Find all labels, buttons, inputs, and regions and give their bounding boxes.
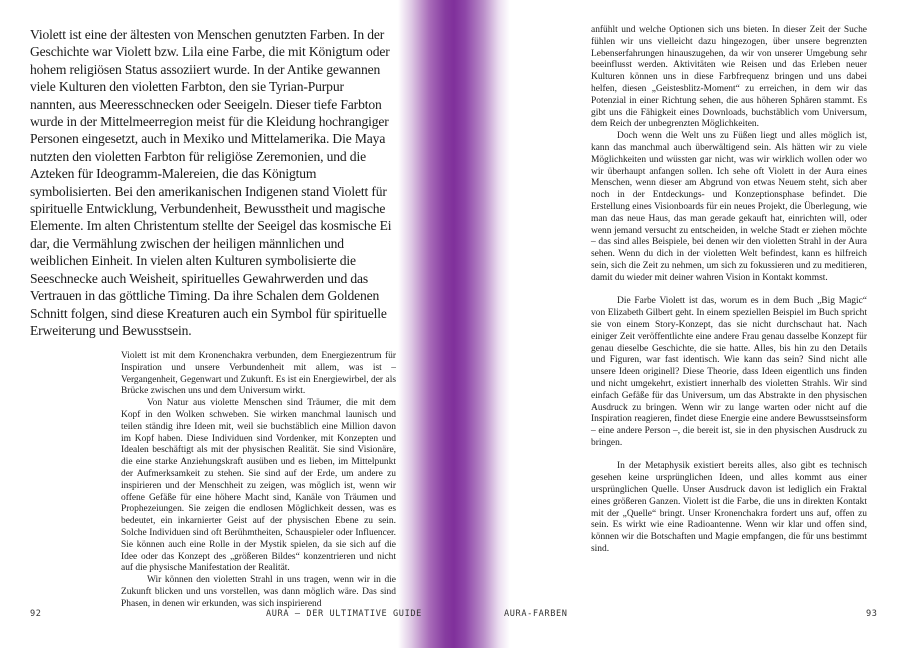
page-number-right: 93 xyxy=(866,609,878,619)
body-paragraph: Wir können den violetten Strahl in uns tragen, wenn wir in die Zukunft blicken und uns vorstellen, was dann möglich wäre. Das sind Phasen, in denen wir erkunden, was sich inspirierend xyxy=(121,575,396,609)
body-paragraph: Doch wenn die Welt uns zu Füßen liegt und alles möglich ist, kann das manchmal auch überwältigend sein. Als hätten wir zu viele Möglichkeiten und wüssten gar nicht, was wir wirklich wollen oder wo wir überhaupt anfangen sollen. Ich sehe oft Violett in der Aura eines Menschen, wenn dieser am Abgrund von etwas Neuem steht, sich aber noch in der Entdeckungs- und Konzeptionsphase befindet. Die Erstellung eines Visionboards für ein neues Projekt, die Überlegung, wie man das neue Haus, das man gerade gekauft hat, einrichten will, oder wenn jemand versucht zu entscheiden, in welche Stadt er ziehen möchte – das sind alles Beispiele, bei denen wir den violetten Strahl in der Aura sehen. Wenn du dich in der violetten Welt befindest, kann es hilfreich sein, sich die Zeit zu nehmen, um sich zu fokussieren und zu meditieren, damit du wieder mit deiner wahren Vision in Kontakt kommst. xyxy=(591,131,867,283)
running-title-right: AURA-FARBEN xyxy=(504,609,568,619)
purple-gradient-spine xyxy=(398,0,510,648)
running-title-left: AURA – DER ULTIMATIVE GUIDE xyxy=(266,609,422,619)
body-paragraph: Die Farbe Violett ist das, worum es in dem Buch „Big Magic“ von Elizabeth Gilbert geht. In einem speziellen Beispiel im Buch spricht sie von einem Story-Konzept, das sie nicht durchschaut hat. Nach einiger Zeit veröffentlichte eine andere Frau genau dasselbe Konzept für genau dieselbe Geschichte, die sie hatte. Alles, bis hin zu den Details und Figuren, war fast identisch. Wie kann das sein? Sind nicht alle unsere Ideen originell? Diese Theorie, dass Ideen eigentlich uns finden und nicht umgekehrt, existiert innerhalb des violetten Strahls. Wir sind einfach Gefäße für das Universum, um das Abstrakte in den physischen Ausdruck zu bringen. Wenn wir zu lange warten oder nicht auf die Inspiration reagieren, findet diese Energie eine andere Bewusstseinsform – eine andere Person –, die bereit ist, sie in den physischen Ausdruck zu bringen. xyxy=(591,296,867,448)
intro-paragraph: Violett ist eine der ältesten von Menschen genutzten Farben. In der Geschichte war Violett bzw. Lila eine Farbe, die mit Königtum oder hohem religiösen Status assoziiert wurde. In der Antike gewannen viele Kulturen den violetten Farbton, den sie Tyrian-Purpur nannten, aus Meeresschnecken oder Seeigeln. Dieser tiefe Farbton wurde in der Mittelmeerregion meist für die Kleidung hochrangiger Personen eingesetzt, auch in Mexiko und Mittelamerika. Die Maya nutzten den violetten Farbton für religiöse Zeremonien, und die Azteken für Ideogramm-Malereien, die das Königtum symbolisierten. Bei den amerikanischen Indigenen stand Violett für spirituelle Entwicklung, Verbundenheit, Bewusstheit und magische Elemente. Im alten Christentum stellte der Seeigel das kosmische Ei dar, die Vermählung zwischen der heiligen männlichen und weiblichen Einheit. In vielen alten Kulturen symbolisierte die Seeschnecke auch Weisheit, spirituelles Gewahrwerden und das Vertrauen in das göttliche Timing. Da ihre Schalen dem Goldenen Schnitt folgen, sind diese Kreaturen auch ein Symbol für spirituelle Erweiterung und Bewusstsein. xyxy=(30,27,392,338)
right-body-column xyxy=(591,25,867,556)
page-number-left: 92 xyxy=(30,609,42,619)
body-paragraph: Violett ist mit dem Kronenchakra verbunden, dem Energiezentrum für Inspiration und unsere Verbundenheit mit allem, was ist – Vergangenheit, Gegenwart und Zukunft. Es ist ein Energiewirbel, der als Brücke zwischen uns und dem Universum wirkt. xyxy=(121,351,396,397)
body-paragraph: anfühlt und welche Optionen sich uns bieten. In dieser Zeit der Suche fühlen wir uns vielleicht dazu hingezogen, über unsere begrenzten Lebenserfahrungen hinauszugehen, da wir von unserer Umgebung sehr beeinflusst werden. Aktivitäten wie Reisen und das Erleben neuer Kulturen können uns in diese Farbfrequenz bringen und uns dabei helfen, diesen „Geistesblitz-Moment“ zu erreichen, in dem wir das Potenzial in einer Richtung sehen, die aus höheren Sphären stammt. Es gibt uns die Fähigkeit eines Downloads, buchstäblich vom Universum, dem Reich der unbegrenzten Möglichkeiten. xyxy=(591,25,867,130)
body-paragraph: Von Natur aus violette Menschen sind Träumer, die mit dem Kopf in den Wolken schweben. Sie wirken manchmal launisch und teilen ständig ihre Ideen mit, weil sie buchstäblich eine Million davon im Kopf haben. Diese Individuen sind Vordenker, mit Konzepten und Idealen beschäftigt als mit der physischen Realität. Sie sind Visionäre, die eine starke Anziehungskraft ausüben und es lieben, im Mittelpunkt der Aufmerksamkeit zu stehen. Sie sind auf der Erde, um andere zu inspirieren und der Menschheit zu zeigen, was möglich ist, wenn wir offene Gefäße für eine höhere Macht sind, Kanäle von Träumen und Prophezeiungen. Sie zeigen die endlosen Möglichkeit dessen, was es bedeutet, ein inkarnierter Geist auf der physischen Ebene zu sein. Solche Individuen sind oft Berühmtheiten, Schauspieler oder Influencer. Sie können auch eine Rolle in der Mystik spielen, da sie sich auf die Idee oder das Konzept des „größeren Bildes“ konzentrieren und nicht auf die physische Manifestation der Realität. xyxy=(121,398,396,574)
left-body-column xyxy=(121,351,396,611)
body-paragraph: In der Metaphysik existiert bereits alles, also gibt es technisch gesehen keine ursprünglichen Ideen, und alles kommt aus einer ursprünglichen Quelle. Unser Ausdruck davon ist lediglich ein Fraktal eines größeren Ganzen. Violett ist die Farbe, die uns in direkten Kontakt mit der „Quelle“ bringt. Unser Kronenchakra fordert uns auf, offen zu sein. Es wirkt wie eine Radioantenne. Wenn wir klar und offen sind, können wir die Botschaften und Magie empfangen, die für uns bestimmt sind. xyxy=(591,461,867,555)
